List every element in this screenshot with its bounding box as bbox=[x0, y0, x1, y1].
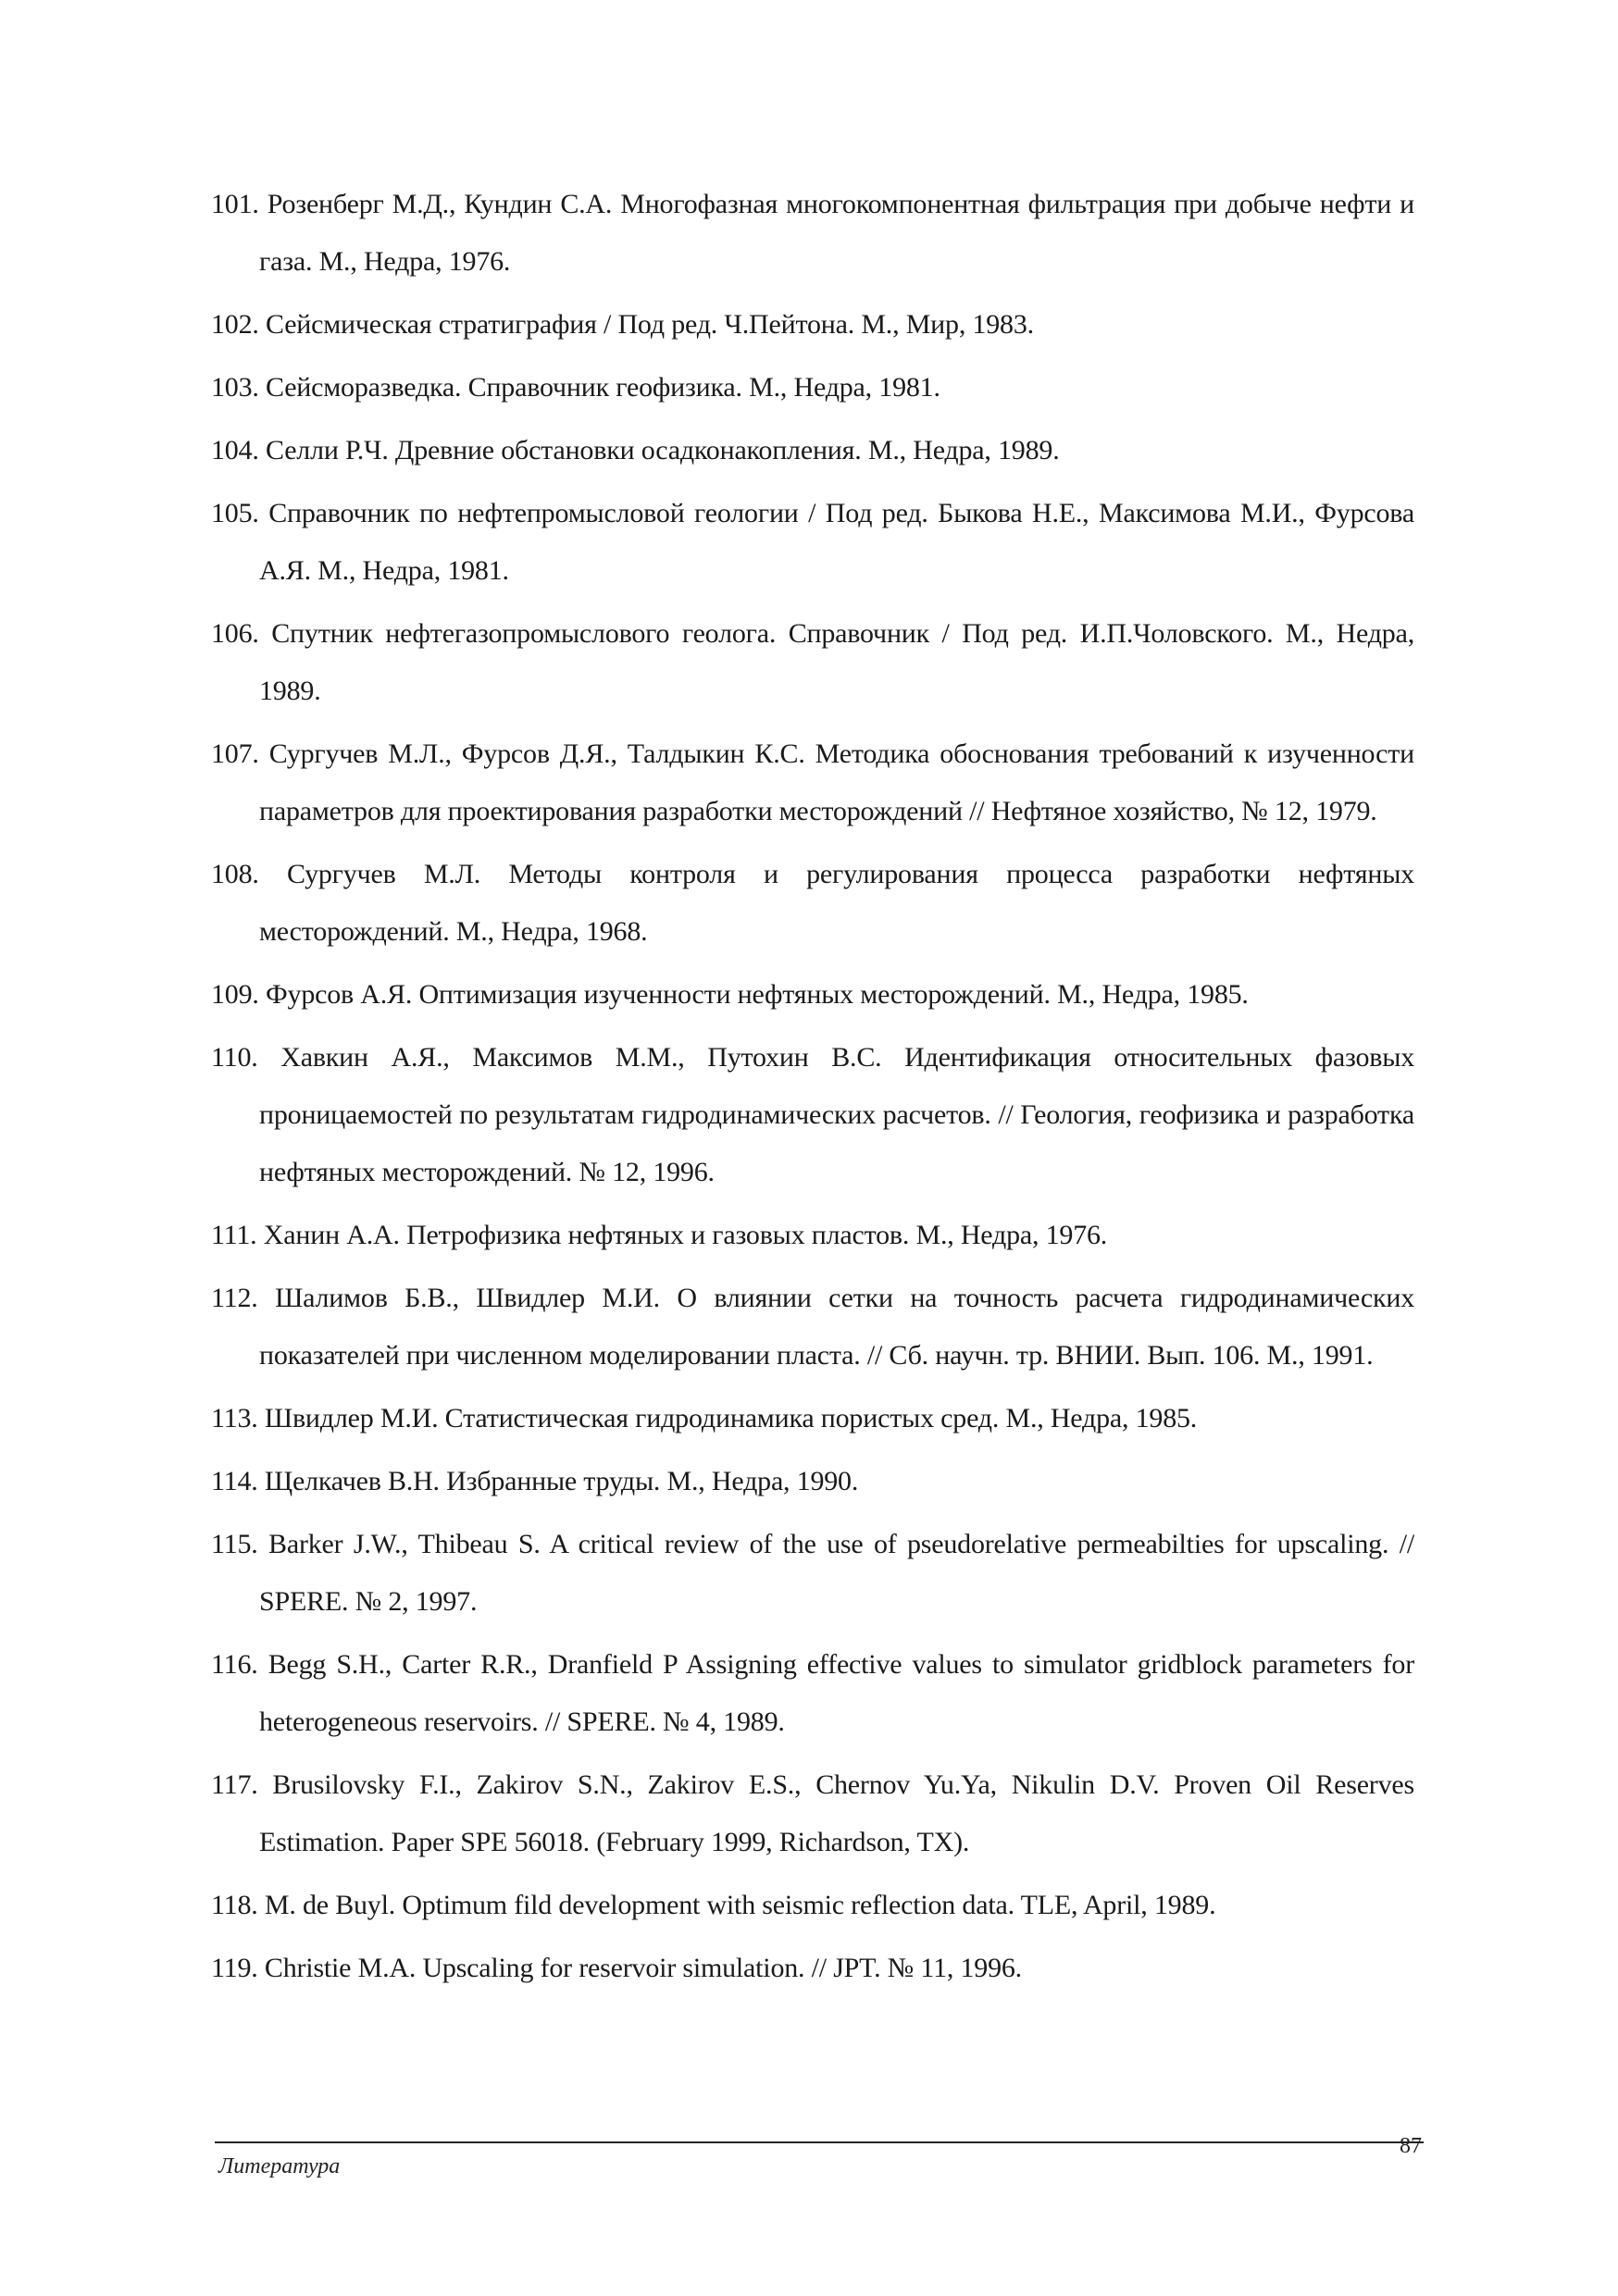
reference-number: 103. bbox=[211, 372, 259, 403]
reference-number: 104. bbox=[211, 435, 259, 465]
reference-text: Сургучев М.Л., Фурсов Д.Я., Талдыкин К.С. Методика обоснования требований к изученности параметров для проектирования разработки месторождений // Нефтяное хозяйство, № 12, 1979. bbox=[259, 738, 1414, 826]
reference-number: 114. bbox=[211, 1466, 258, 1496]
reference-number: 117. bbox=[211, 1769, 258, 1800]
reference-number: 118. bbox=[211, 1890, 258, 1920]
reference-number: 108. bbox=[211, 859, 259, 889]
reference-item bbox=[211, 605, 1414, 720]
reference-text: Christie M.A. Upscaling for reservoir simulation. // JPT. № 11, 1996. bbox=[264, 1953, 1022, 1983]
reference-item bbox=[211, 1029, 1414, 1201]
reference-item bbox=[211, 1636, 1414, 1751]
reference-number: 113. bbox=[211, 1403, 258, 1433]
reference-item bbox=[211, 1390, 1414, 1447]
reference-item bbox=[211, 485, 1414, 600]
reference-item bbox=[211, 1516, 1414, 1631]
reference-text: M. de Buyl. Optimum fild development with seismic reflection data. TLE, April, 1989. bbox=[264, 1890, 1216, 1920]
footer-divider bbox=[215, 2141, 1424, 2143]
reference-number: 116. bbox=[211, 1649, 258, 1680]
reference-number: 107. bbox=[211, 738, 259, 769]
reference-item bbox=[211, 1453, 1414, 1510]
reference-text: Сейсморазведка. Справочник геофизика. М., Недра, 1981. bbox=[266, 372, 940, 403]
reference-list bbox=[211, 176, 1414, 2003]
reference-text: Справочник по нефтепромысловой геологии / Под ред. Быкова Н.Е., Максимова М.И., Фурсова А.Я. М., Недра, 1981. bbox=[259, 498, 1414, 586]
reference-item bbox=[211, 176, 1414, 291]
reference-text: Швидлер М.И. Статистическая гидродинамика пористых сред. М., Недра, 1985. bbox=[264, 1403, 1198, 1433]
reference-number: 119. bbox=[211, 1953, 258, 1983]
reference-text: Спутник нефтегазопромыслового геолога. Справочник / Под ред. И.П.Чоловского. М., Недра, 1989. bbox=[259, 618, 1414, 706]
reference-text: Brusilovsky F.I., Zakirov S.N., Zakirov E.S., Chernov Yu.Ya, Nikulin D.V. Proven Oil Reserves Estimation. Paper SPE 56018. (February 1999, Richardson, TX). bbox=[259, 1769, 1414, 1857]
reference-number: 106. bbox=[211, 618, 259, 649]
reference-item bbox=[211, 359, 1414, 416]
reference-text: Розенберг М.Д., Кундин С.А. Многофазная многокомпонентная фильтрация при добыче нефти и газа. М., Недра, 1976. bbox=[259, 189, 1414, 277]
reference-number: 101. bbox=[211, 189, 259, 219]
reference-text: Begg S.H., Carter R.R., Dranfield P Assigning effective values to simulator gridblock parameters for heterogeneous reservoirs. // SPERE. № 4, 1989. bbox=[259, 1649, 1414, 1737]
reference-text: Сейсмическая стратиграфия / Под ред. Ч.Пейтона. М., Мир, 1983. bbox=[266, 309, 1034, 340]
reference-number: 109. bbox=[211, 979, 259, 1010]
reference-item bbox=[211, 1940, 1414, 1997]
reference-item bbox=[211, 422, 1414, 479]
footer-section-title: Литература bbox=[218, 2154, 341, 2178]
reference-item bbox=[211, 1207, 1414, 1264]
reference-item bbox=[211, 966, 1414, 1024]
reference-text: Щелкачев В.Н. Избранные труды. М., Недра, 1990. bbox=[264, 1466, 859, 1496]
reference-text: Ханин А.А. Петрофизика нефтяных и газовых пластов. М., Недра, 1976. bbox=[263, 1220, 1108, 1250]
reference-text: Селли Р.Ч. Древние обстановки осадконакопления. М., Недра, 1989. bbox=[266, 435, 1060, 465]
reference-item bbox=[211, 296, 1414, 354]
reference-item bbox=[211, 726, 1414, 840]
reference-text: Фурсов А.Я. Оптимизация изученности нефтяных месторождений. М., Недра, 1985. bbox=[266, 979, 1249, 1010]
reference-item bbox=[211, 1756, 1414, 1871]
reference-number: 111. bbox=[211, 1220, 257, 1250]
reference-number: 102. bbox=[211, 309, 259, 340]
reference-number: 112. bbox=[211, 1283, 258, 1313]
reference-number: 115. bbox=[211, 1529, 258, 1559]
reference-text: Хавкин А.Я., Максимов М.М., Путохин В.С. Идентификация относительных фазовых проницаемостей по результатам гидродинамических расчетов. // Геология, геофизика и разработка нефтяных месторождений. № 12, 1996. bbox=[259, 1042, 1414, 1187]
reference-item bbox=[211, 846, 1414, 961]
reference-number: 105. bbox=[211, 498, 259, 528]
reference-text: Barker J.W., Thibeau S. A critical review of the use of pseudorelative permeabilties for upscaling. // SPERE. № 2, 1997. bbox=[259, 1529, 1414, 1617]
reference-item bbox=[211, 1877, 1414, 1934]
reference-text: Шалимов Б.В., Швидлер М.И. О влиянии сетки на точность расчета гидродинамических показателей при численном моделировании пласта. // Сб. научн. тр. ВНИИ. Вып. 106. М., 1991. bbox=[259, 1283, 1414, 1371]
page-number: 87 bbox=[1400, 2134, 1422, 2158]
reference-text: Сургучев М.Л. Методы контроля и регулирования процесса разработки нефтяных месторождений. М., Недра, 1968. bbox=[259, 859, 1414, 947]
reference-item bbox=[211, 1270, 1414, 1384]
reference-number: 110. bbox=[211, 1042, 258, 1073]
